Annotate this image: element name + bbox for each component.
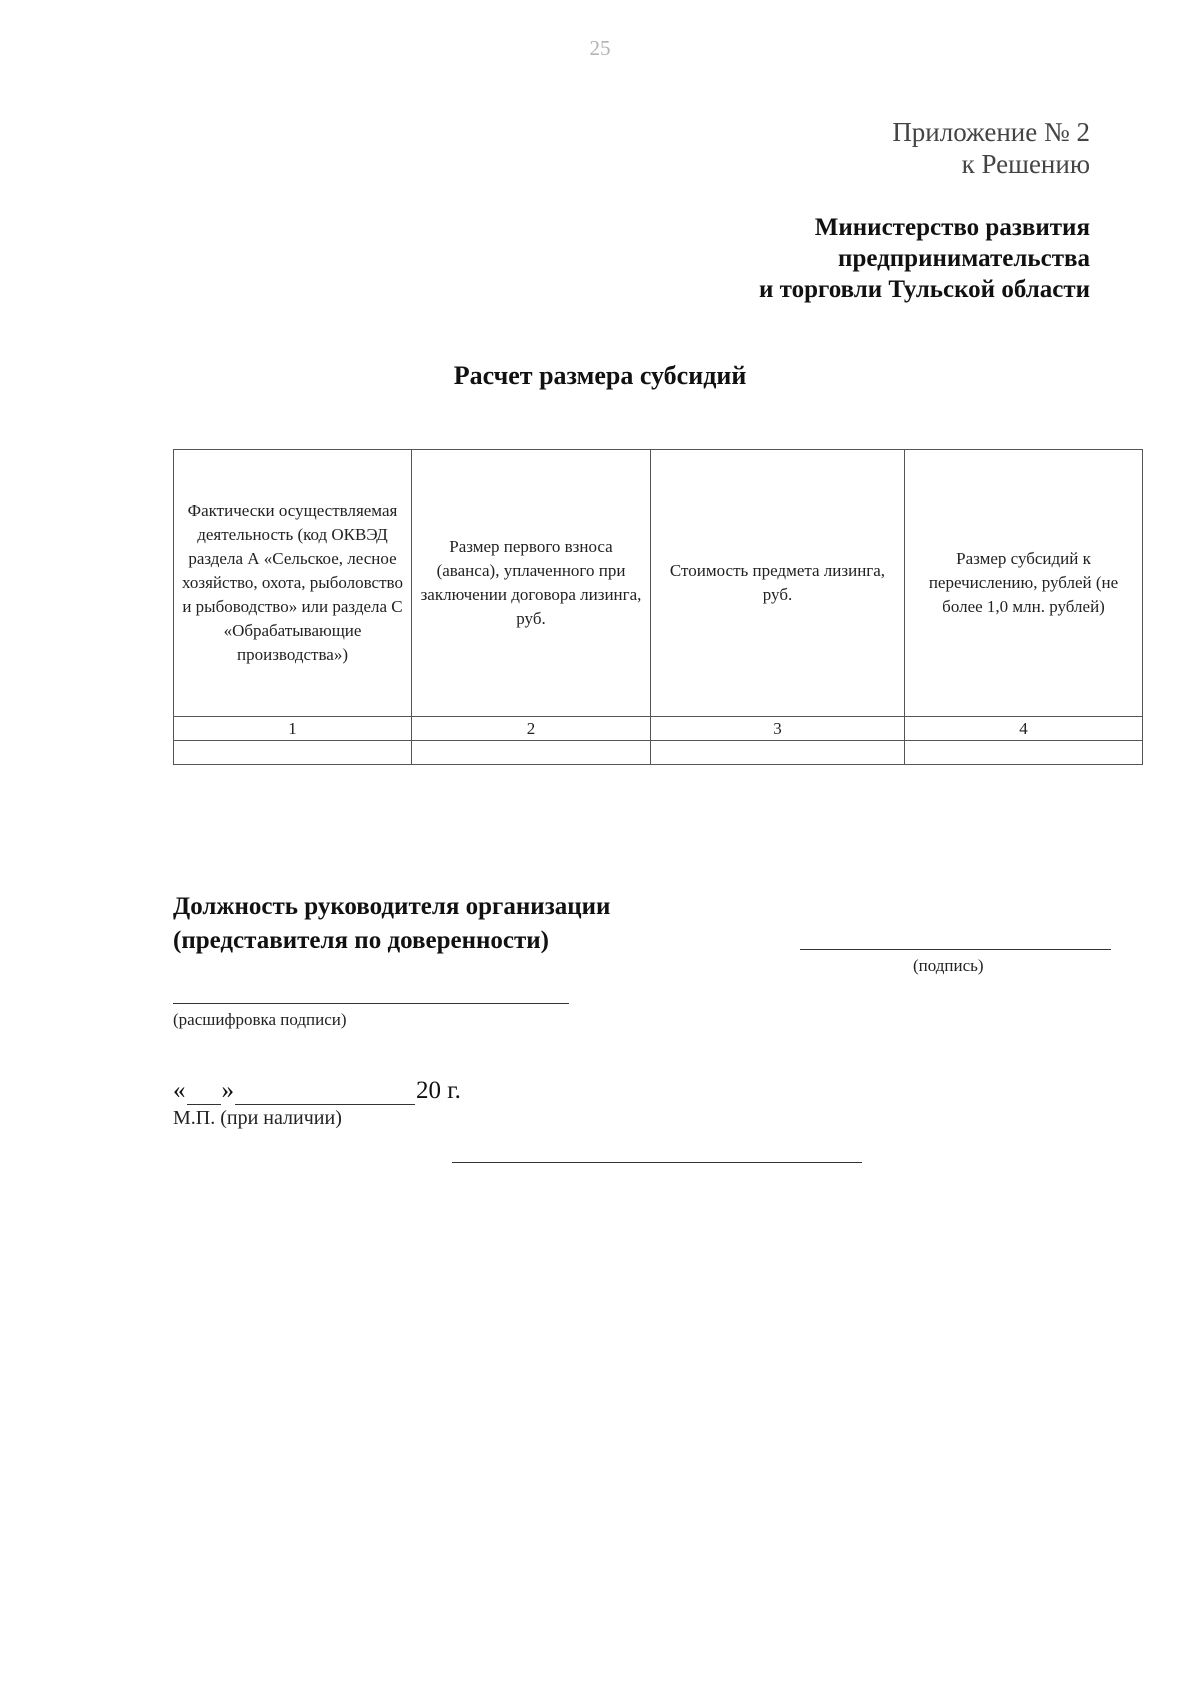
table-cell-first-payment[interactable] <box>412 741 651 765</box>
column-number: 1 <box>174 717 412 741</box>
ministry-block <box>759 212 1090 305</box>
appendix-header <box>892 116 1090 180</box>
column-number: 4 <box>905 717 1143 741</box>
date-open-quote: « <box>173 1077 186 1104</box>
ministry-line-2: предпринимательства <box>838 245 1090 272</box>
date-field <box>173 1077 461 1105</box>
table-header-row <box>174 450 1143 717</box>
table-cell-leasing-cost[interactable] <box>651 741 905 765</box>
column-number: 3 <box>651 717 905 741</box>
table-row <box>174 741 1143 765</box>
date-month-blank[interactable] <box>235 1082 415 1105</box>
header-activity: Фактически осуществляемая деятельность (код ОКВЭД раздела А «Сельское, лесное хозяйство, охота, рыболовство и рыбоводство» или раздела С «Обрабатывающие производства») <box>174 450 412 717</box>
stamp-line[interactable] <box>452 1162 862 1163</box>
ministry-line-1: Министерство развития <box>814 214 1090 241</box>
decoding-line[interactable] <box>173 1003 569 1004</box>
date-close-quote: » <box>221 1077 234 1104</box>
header-first-payment: Размер первого взноса (аванса), уплаченного при заключении договора лизинга, руб. <box>412 450 651 717</box>
column-number: 2 <box>412 717 651 741</box>
column-number-row <box>174 717 1143 741</box>
signer-position <box>173 890 610 958</box>
date-year-suffix: 20 г. <box>416 1077 461 1104</box>
signer-position-line-2: (представителя по доверенности) <box>173 927 550 954</box>
date-day-blank[interactable] <box>187 1082 221 1105</box>
document-title: Расчет размера субсидий <box>453 361 747 390</box>
table-cell-activity[interactable] <box>174 741 412 765</box>
header-subsidy-amount: Размер субсидий к перечислению, рублей (не более 1,0 млн. рублей) <box>905 450 1143 717</box>
signer-position-line-1: Должность руководителя организации <box>173 893 611 920</box>
appendix-reference: к Решению <box>961 149 1090 179</box>
decoding-caption: (расшифровка подписи) <box>173 1010 347 1029</box>
appendix-number: Приложение № 2 <box>892 117 1090 147</box>
ministry-line-3: и торговли Тульской области <box>758 276 1090 303</box>
table-cell-subsidy-amount[interactable] <box>905 741 1143 765</box>
signature-line[interactable] <box>800 949 1111 950</box>
subsidy-calculation-table <box>173 449 1143 765</box>
page-number: 25 <box>589 36 611 60</box>
stamp-note: М.П. (при наличии) <box>173 1107 342 1129</box>
header-leasing-cost: Стоимость предмета лизинга, руб. <box>651 450 905 717</box>
signature-caption: (подпись) <box>913 956 984 975</box>
